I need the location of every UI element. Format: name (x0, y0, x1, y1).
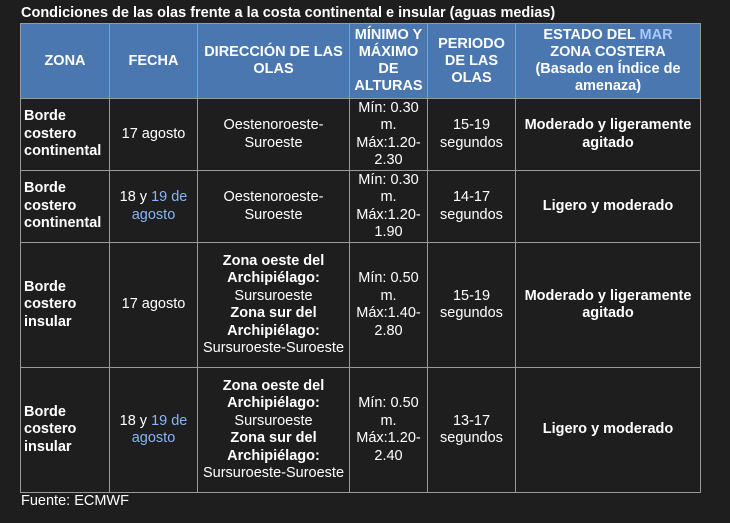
header-periodo: PERIODO DE LAS OLAS (428, 24, 516, 99)
cell-alturas: Mín: 0.30 m. Máx:1.20-2.30 (350, 99, 428, 171)
table-row (21, 99, 701, 171)
dir-zone-title: Zona sur del Archipiélago: (227, 430, 320, 464)
dir-zone-title: Zona oeste del Archipiélago: (222, 377, 325, 411)
fecha-text: 18 y (119, 189, 152, 205)
header-estado-text: ESTADO DEL (543, 27, 640, 43)
cell-estado: Ligero y moderado (516, 171, 701, 243)
cell-zona: Borde costero insular (21, 243, 110, 368)
cell-zona: Borde costero continental (21, 171, 110, 243)
source-footer: Fuente: ECMWF (21, 493, 129, 509)
cell-zona: Borde costero insular (21, 368, 110, 493)
dir-zone-title: Zona oeste del Archipiélago: (222, 252, 325, 286)
fecha-link[interactable]: 19 de agosto (131, 189, 188, 223)
cell-direccion: Oestenoroeste-Suroeste (198, 99, 350, 171)
table-header-row (21, 24, 701, 99)
cell-direccion: Oestenoroeste-Suroeste (198, 171, 350, 243)
cell-fecha: 17 agosto (110, 243, 198, 368)
header-estado (516, 24, 701, 99)
header-fecha: FECHA (110, 24, 198, 99)
table-row (21, 243, 701, 368)
header-alturas: MÍNIMO Y MÁXIMO DE ALTURAS (350, 24, 428, 99)
dir-zone-value: Sursuroeste-Suroeste (202, 465, 345, 481)
cell-estado: Moderado y ligeramente agitado (516, 243, 701, 368)
cell-zona: Borde costero continental (21, 99, 110, 171)
cell-fecha (110, 171, 198, 243)
cell-alturas: Mín: 0.30 m. Máx:1.20-1.90 (350, 171, 428, 243)
dir-zone-title: Zona sur del Archipiélago: (227, 305, 320, 339)
cell-fecha (110, 368, 198, 493)
cell-periodo: 15-19 segundos (428, 243, 516, 368)
table-caption: Condiciones de las olas frente a la costa continental e insular (aguas medias) (21, 5, 556, 21)
header-estado-line3: (Basado en Índice de amenaza) (535, 61, 681, 94)
cell-alturas: Mín: 0.50 m. Máx:1.20-2.40 (350, 368, 428, 493)
fecha-text: 18 y (119, 412, 152, 429)
table-row (21, 368, 701, 493)
table-row (21, 171, 701, 243)
header-zona: ZONA (21, 24, 110, 99)
waves-table (20, 23, 701, 493)
header-estado-line2: ZONA COSTERA (550, 44, 666, 60)
dir-zone-value: Sursuroeste-Suroeste (202, 340, 345, 356)
cell-periodo: 13-17 segundos (428, 368, 516, 493)
dir-zone-value: Sursuroeste (234, 412, 313, 429)
fecha-link[interactable]: 19 de agosto (131, 412, 188, 446)
cell-periodo: 14-17 segundos (428, 171, 516, 243)
cell-estado: Moderado y ligeramente agitado (516, 99, 701, 171)
cell-periodo: 15-19 segundos (428, 99, 516, 171)
mar-link[interactable]: MAR (639, 27, 673, 43)
cell-estado: Ligero y moderado (516, 368, 701, 493)
cell-alturas: Mín: 0.50 m. Máx:1.40-2.80 (350, 243, 428, 368)
cell-direccion (198, 368, 350, 493)
dir-zone-value: Sursuroeste (234, 287, 313, 304)
cell-fecha: 17 agosto (110, 99, 198, 171)
cell-direccion (198, 243, 350, 368)
header-direccion: DIRECCIÓN DE LAS OLAS (198, 24, 350, 99)
